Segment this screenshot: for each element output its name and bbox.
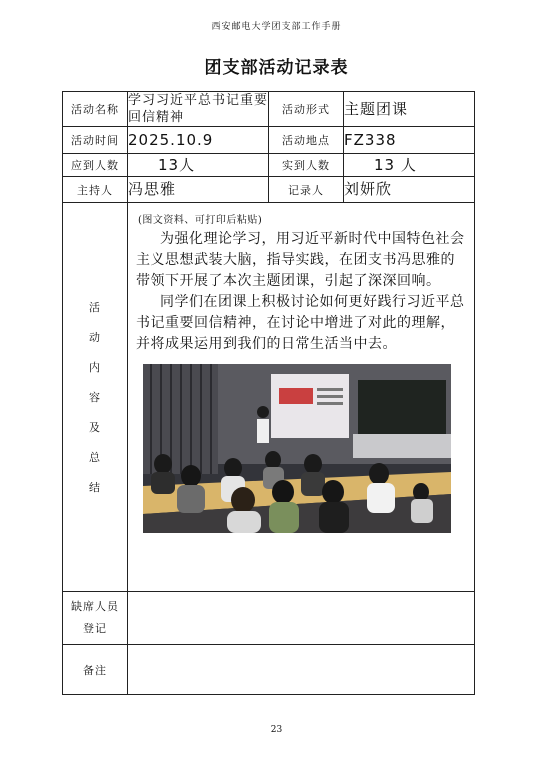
row-content <box>63 203 475 592</box>
row-name-form <box>63 92 475 127</box>
content-label-char: 动 <box>89 331 101 344</box>
row-time-place <box>63 127 475 154</box>
row-remarks <box>63 645 475 695</box>
activity-name-label: 活动名称 <box>63 92 128 127</box>
running-head: 西安邮电大学团支部工作手册 <box>211 22 342 32</box>
activity-form-value: 主题团课 <box>344 92 475 127</box>
host-label: 主持人 <box>63 177 128 203</box>
absentee-value <box>128 592 475 645</box>
page-title: 团支部活动记录表 <box>204 58 349 78</box>
absentee-label-line2: 登记 <box>83 622 107 635</box>
content-label-char: 结 <box>89 481 101 494</box>
content-paragraph: 为强化理论学习，用习近平新时代中国特色社会主义思想武装大脑，指导实践，在团支书冯思雅的带领下开展了本次主题团课，引起了深深回响。 <box>136 231 465 289</box>
row-attendance <box>63 154 475 177</box>
classroom-photo <box>143 364 451 533</box>
content-hint: (图文资料、可打印后粘贴) <box>138 215 263 226</box>
content-handwriting <box>136 229 466 355</box>
row-host-recorder <box>63 177 475 203</box>
content-label-cell <box>63 203 128 592</box>
remarks-label: 备注 <box>63 645 128 695</box>
absentee-label-line1: 缺席人员 <box>71 600 119 613</box>
recorder-value: 刘妍欣 <box>344 177 475 203</box>
content-label-char: 总 <box>89 451 101 464</box>
activity-place-value: FZ338 <box>344 127 475 154</box>
recorder-label: 记录人 <box>269 177 344 203</box>
activity-name-value: 学习习近平总书记重要回信精神 <box>128 93 269 125</box>
content-label-char: 活 <box>89 301 101 314</box>
absentee-label-cell <box>63 592 128 645</box>
activity-place-label: 活动地点 <box>269 127 344 154</box>
expected-count-label: 应到人数 <box>63 154 128 177</box>
content-label-char: 内 <box>89 361 101 374</box>
activity-record-table <box>62 91 475 695</box>
content-label-char: 容 <box>89 391 101 404</box>
content-label <box>63 299 127 495</box>
page-number: 23 <box>270 725 283 735</box>
host-value: 冯思雅 <box>128 177 269 203</box>
activity-time-value: 2025.10.9 <box>128 127 269 154</box>
content-label-char: 及 <box>89 421 101 434</box>
remarks-value <box>128 645 475 695</box>
activity-time-label: 活动时间 <box>63 127 128 154</box>
activity-form-label: 活动形式 <box>269 92 344 127</box>
expected-count-value: 13人 <box>128 154 269 177</box>
row-absentees <box>63 592 475 645</box>
content-cell <box>128 203 475 592</box>
actual-count-value: 13 人 <box>344 154 475 177</box>
content-paragraph: 同学们在团课上积极讨论如何更好践行习近平总书记重要回信精神，在讨论中增进了对此的理解，并将成果运用到我们的日常生活当中去。 <box>136 294 465 352</box>
actual-count-label: 实到人数 <box>269 154 344 177</box>
